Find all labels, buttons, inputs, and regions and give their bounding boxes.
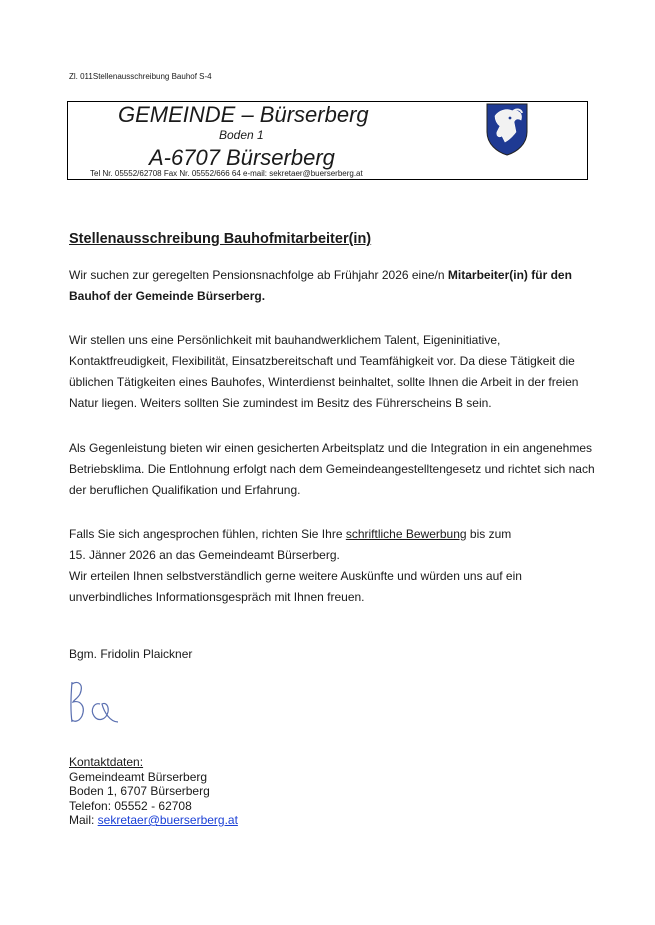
contact-phone: Telefon: 05552 - 62708 <box>69 798 192 813</box>
written-application-text: schriftliche Bewerbung <box>345 527 467 541</box>
contact-mail-link[interactable]: sekretaer@buerserberg.at <box>97 813 238 827</box>
letterhead <box>67 101 588 180</box>
contact-address: Boden 1, 6707 Bürserberg <box>69 784 210 798</box>
contact-heading: Kontaktdaten: <box>69 755 144 769</box>
signatory-name: Bgm. Fridolin Plaickner <box>69 647 193 661</box>
document-reference: Zl. 011Stellenausschreibung Bauhof S-4 <box>69 72 212 81</box>
municipality-contact-line: Tel Nr. 05552/62708 Fax Nr. 05552/666 64 e-mail: sekretaer@buerserberg.at <box>90 169 363 178</box>
application-text-end: bis zum <box>466 527 512 541</box>
municipality-city: A-6707 Bürserberg <box>149 145 335 170</box>
contact-mail-row <box>69 813 238 828</box>
intro-paragraph <box>69 265 599 307</box>
contact-office: Gemeindeamt Bürserberg <box>69 769 208 784</box>
application-text-start: Falls Sie sich angesprochen fühlen, richten Sie Ihre <box>69 527 346 541</box>
application-deadline: 15. Jänner 2026 an das Gemeindeamt Bürserberg. <box>69 548 340 562</box>
requirements-paragraph: Wir stellen uns eine Persönlichkeit mit bauhandwerklichem Talent, Eigeninitiative, Kontaktfreudigkeit, Flexibilität, Einsatzbereitschaft und Teamfähigkeit vor. Da diese Tätigkeit die üblichen Tätigkeiten eines Bauhofes, Winterdienst beinhaltet, sollte Ihnen die Arbeit in der freien Natur liegen. Weiters sollten Sie zumindest im Besitz des Führerscheins B sein. <box>69 333 579 410</box>
handwritten-signature-icon <box>66 676 126 728</box>
contact-block <box>69 755 238 828</box>
intro-bold-text: Mitarbeiter(in) für den Bauhof der Gemeinde Bürserberg. <box>69 268 572 303</box>
application-closing: Wir erteilen Ihnen selbstverständlich gerne weitere Auskünfte und würden uns auf ein unverbindliches Informationsgespräch mit Ihnen freuen. <box>69 569 522 604</box>
municipality-street: Boden 1 <box>219 128 264 142</box>
municipal-crest-icon <box>485 102 529 156</box>
intro-text: Wir suchen zur geregelten Pensionsnachfolge ab Frühjahr 2026 eine/n <box>69 268 448 282</box>
contact-mail-label: Mail: <box>69 813 98 827</box>
municipality-title: GEMEINDE – Bürserberg <box>118 102 369 127</box>
page-title: Stellenausschreibung Bauhofmitarbeiter(in) <box>69 231 372 247</box>
benefits-paragraph: Als Gegenleistung bieten wir einen gesicherten Arbeitsplatz und die Integration in ein angenehmes Betriebsklima. Die Entlohnung erfolgt nach dem Gemeindeangestelltengesetz und richtet sich nach der beruflichen Qualifikation und Erfahrung. <box>69 441 595 497</box>
application-paragraph <box>69 524 599 608</box>
